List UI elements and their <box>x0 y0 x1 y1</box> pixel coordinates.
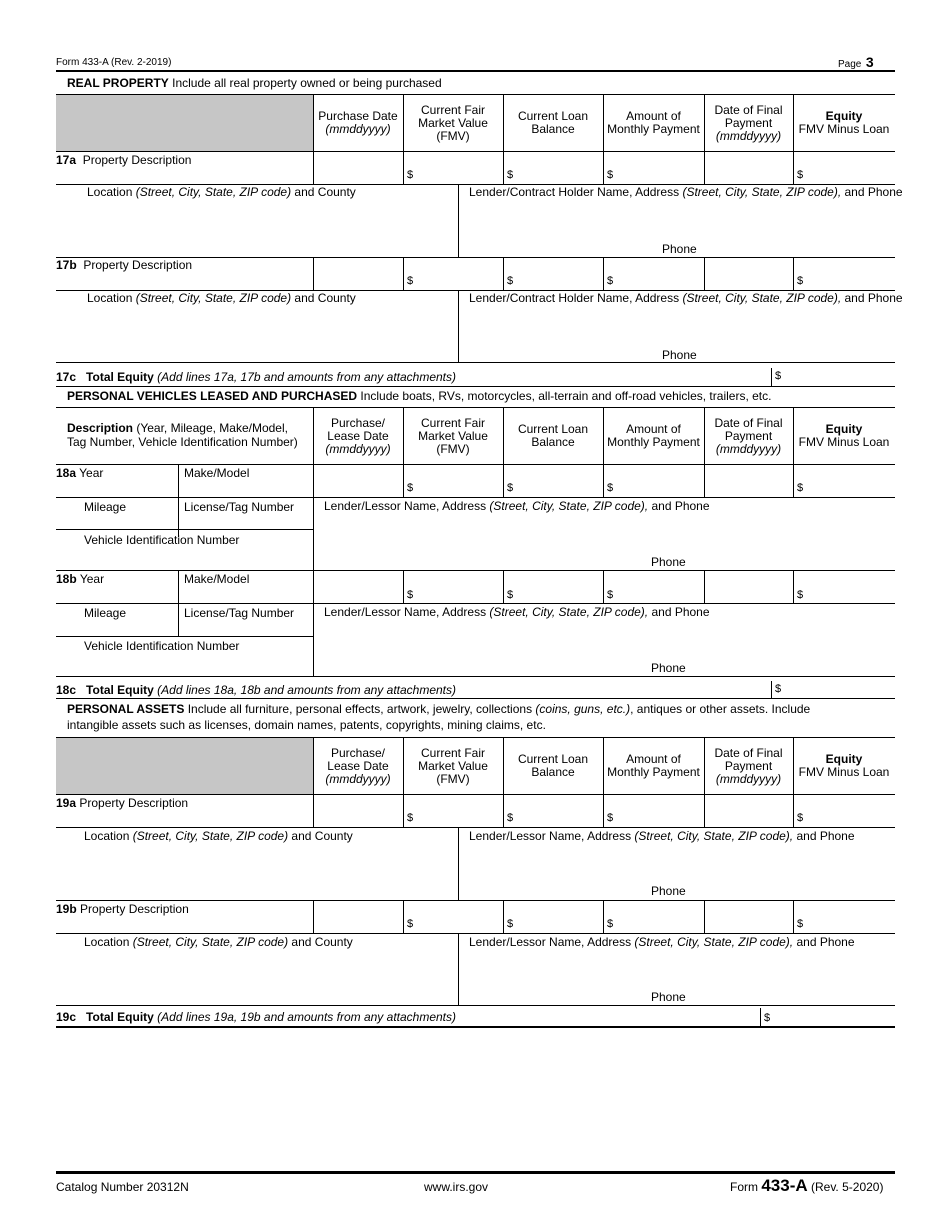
17a-loan-field[interactable]: $ <box>507 169 514 181</box>
17a-equity-field[interactable]: $ <box>797 169 804 181</box>
line-17a: 17a Property Description <box>56 153 192 167</box>
19b-final-date-field[interactable] <box>705 901 792 932</box>
real-property-section-title: REAL PROPERTY Include all real property owned or being purchased <box>67 76 442 90</box>
19b-lender-label: Lender/Lessor Name, Address (Street, City, State, ZIP code), and Phone <box>469 935 855 949</box>
17a-fmv-field[interactable]: $ <box>407 169 414 181</box>
17b-equity-field[interactable]: $ <box>797 275 804 287</box>
18a-phone-label: Phone <box>651 555 686 569</box>
19a-lender-label: Lender/Lessor Name, Address (Street, City, State, ZIP code), and Phone <box>469 829 855 843</box>
line-17b: 17b Property Description <box>56 258 193 272</box>
18b-final-date-field[interactable] <box>705 571 792 602</box>
vehicles-header-fmv: Current Fair Market Value (FMV) <box>418 415 488 456</box>
17c-total-field[interactable]: $ <box>775 370 782 382</box>
vehicles-section-title: PERSONAL VEHICLES LEASED AND PURCHASED Include boats, RVs, motorcycles, all-terrain and off-road vehicles, trailers, etc. <box>67 389 772 403</box>
vehicles-header-monthly-payment: Amount of Monthly Payment <box>607 422 700 449</box>
19b-monthly-field[interactable]: $ <box>607 918 614 930</box>
page-number: Page 3 <box>838 54 874 70</box>
header-shaded-cell <box>56 95 313 151</box>
18b-loan-field[interactable]: $ <box>507 589 514 601</box>
17b-fmv-field[interactable]: $ <box>407 275 414 287</box>
line-18c-total-equity: 18c Total Equity (Add lines 18a, 18b and amounts from any attachments) <box>56 683 457 697</box>
assets-section-title: PERSONAL ASSETS Include all furniture, personal effects, artwork, jewelry, collections (coins, guns, etc.), antiques or other assets. Include <box>67 702 811 716</box>
17a-lender-label: Lender/Contract Holder Name, Address (Street, City, State, ZIP code), and Phone <box>469 185 903 199</box>
header-equity: Equity FMV Minus Loan <box>798 109 890 136</box>
19a-monthly-field[interactable]: $ <box>607 812 614 824</box>
18a-equity-field[interactable]: $ <box>797 482 804 494</box>
19a-fmv-field[interactable]: $ <box>407 812 414 824</box>
18b-tag-label: License/Tag Number <box>184 606 295 620</box>
18b-make-label: Make/Model <box>184 572 250 586</box>
18a-monthly-field[interactable]: $ <box>607 482 614 494</box>
19a-purchase-date-field[interactable] <box>314 795 402 826</box>
17b-purchase-date-field[interactable] <box>314 258 402 289</box>
18b-monthly-field[interactable]: $ <box>607 589 614 601</box>
header-final-payment: Date of Final Payment (mmddyyyy) <box>714 102 783 143</box>
18a-fmv-field[interactable]: $ <box>407 482 414 494</box>
header-monthly-payment: Amount of Monthly Payment <box>607 109 700 136</box>
19b-fmv-field[interactable]: $ <box>407 918 414 930</box>
19a-loan-field[interactable]: $ <box>507 812 514 824</box>
header-purchase-date: Purchase Date (mmddyyyy) <box>318 109 398 136</box>
17b-location-label: Location (Street, City, State, ZIP code) and County <box>87 291 356 305</box>
assets-header-equity: Equity FMV Minus Loan <box>798 752 890 779</box>
18a-final-date-field[interactable] <box>705 465 792 496</box>
18b-year-label: 18b Year <box>56 572 105 586</box>
assets-section-desc: intangible assets such as licenses, domain names, patents, copyrights, mining claims, etc. <box>67 718 546 732</box>
vehicles-header-purchase-date: Purchase/ Lease Date (mmddyyyy) <box>325 415 391 456</box>
assets-header-purchase-date: Purchase/ Lease Date (mmddyyyy) <box>325 745 391 786</box>
irs-website: www.irs.gov <box>424 1180 489 1194</box>
18a-year-label: 18a Year <box>56 466 104 480</box>
18a-make-label: Make/Model <box>184 466 250 480</box>
17a-monthly-field[interactable]: $ <box>607 169 614 181</box>
19a-location-label: Location (Street, City, State, ZIP code) and County <box>84 829 353 843</box>
18c-total-field[interactable]: $ <box>775 683 782 695</box>
assets-header-shaded-cell <box>56 738 313 794</box>
17b-phone-label: Phone <box>662 348 697 362</box>
line-19a: 19a Property Description <box>56 796 189 810</box>
18b-lender-label: Lender/Lessor Name, Address (Street, City, State, ZIP code), and Phone <box>324 605 710 619</box>
line-19b: 19b Property Description <box>56 902 189 916</box>
assets-header-final-payment: Date of Final Payment (mmddyyyy) <box>714 745 783 786</box>
assets-header-loan-balance: Current Loan Balance <box>517 752 589 779</box>
19b-purchase-date-field[interactable] <box>314 901 402 932</box>
17a-purchase-date-field[interactable] <box>314 152 402 183</box>
18b-vin-label: Vehicle Identification Number <box>84 639 240 653</box>
18b-equity-field[interactable]: $ <box>797 589 804 601</box>
17a-final-date-field[interactable] <box>705 152 792 183</box>
18a-purchase-date-field[interactable] <box>314 465 402 496</box>
form-number-footer: Form 433-A (Rev. 5-2020) <box>730 1176 884 1195</box>
assets-header-monthly-payment: Amount of Monthly Payment <box>607 752 700 779</box>
18b-phone-label: Phone <box>651 661 686 675</box>
line-19c-total-equity: 19c Total Equity (Add lines 19a, 19b and amounts from any attachments) <box>56 1010 457 1024</box>
17a-location-label: Location (Street, City, State, ZIP code) and County <box>87 185 356 199</box>
19b-loan-field[interactable]: $ <box>507 918 514 930</box>
18a-mileage-label: Mileage <box>84 500 127 514</box>
19b-location-label: Location (Street, City, State, ZIP code) and County <box>84 935 353 949</box>
18a-lender-label: Lender/Lessor Name, Address (Street, City, State, ZIP code), and Phone <box>324 499 710 513</box>
17b-lender-label: Lender/Contract Holder Name, Address (Street, City, State, ZIP code), and Phone <box>469 291 903 305</box>
vehicles-header-loan-balance: Current Loan Balance <box>517 422 589 449</box>
18a-tag-label: License/Tag Number <box>184 500 295 514</box>
footer-rule <box>56 1171 895 1174</box>
17a-phone-label: Phone <box>662 242 697 256</box>
19a-phone-label: Phone <box>651 884 686 898</box>
vehicles-header-equity: Equity FMV Minus Loan <box>798 422 890 449</box>
line-17c-total-equity: 17c Total Equity (Add lines 17a, 17b and amounts from any attachments) <box>56 370 457 384</box>
header-loan-balance: Current Loan Balance <box>517 109 589 136</box>
19a-final-date-field[interactable] <box>705 795 792 826</box>
18b-purchase-date-field[interactable] <box>314 571 402 602</box>
header-fmv: Current Fair Market Value (FMV) <box>418 102 488 143</box>
18a-vin-label: Vehicle Identification Number <box>84 533 240 547</box>
17b-loan-field[interactable]: $ <box>507 275 514 287</box>
17b-final-date-field[interactable] <box>705 258 792 289</box>
18b-fmv-field[interactable]: $ <box>407 589 414 601</box>
19b-equity-field[interactable]: $ <box>797 918 804 930</box>
catalog-number: Catalog Number 20312N <box>56 1180 189 1194</box>
19c-total-field[interactable]: $ <box>764 1012 771 1024</box>
header-rule <box>56 70 895 72</box>
19b-phone-label: Phone <box>651 990 686 1004</box>
18b-mileage-label: Mileage <box>84 606 127 620</box>
assets-header-fmv: Current Fair Market Value (FMV) <box>418 745 488 786</box>
form-revision-label: Form 433-A (Rev. 2-2019) <box>56 57 172 68</box>
vehicles-description-header: Description (Year, Mileage, Make/Model, Tag Number, Vehicle Identification Number) <box>67 421 298 449</box>
18a-loan-field[interactable]: $ <box>507 482 514 494</box>
17b-monthly-field[interactable]: $ <box>607 275 614 287</box>
vehicles-header-final-payment: Date of Final Payment (mmddyyyy) <box>714 415 783 456</box>
19a-equity-field[interactable]: $ <box>797 812 804 824</box>
